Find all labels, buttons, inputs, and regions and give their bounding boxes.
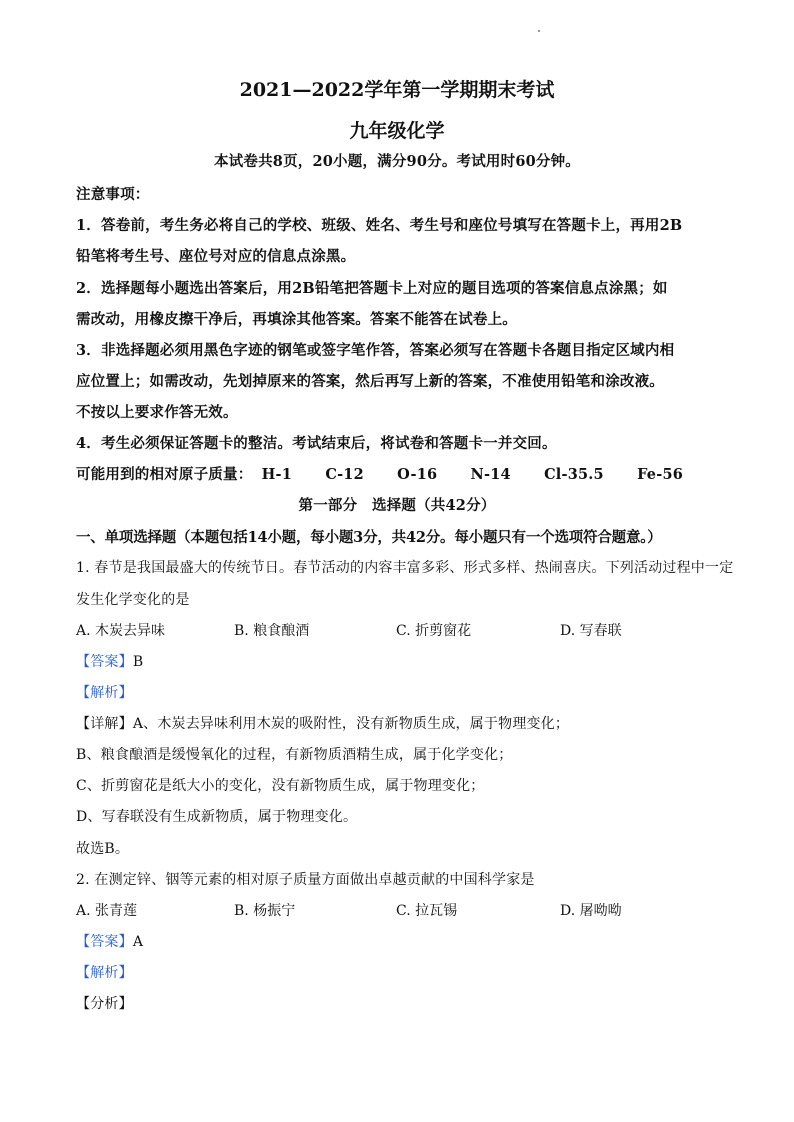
atomic-mass-item: O-16 [397,466,438,483]
exam-title: 2021—2022学年第一学期期末考试 [239,79,555,101]
part-title: 第一部分 选择题（共42分） [298,497,496,514]
exam-info: 本试卷共8页，20小题，满分90分。考试用时60分钟。 [213,153,581,170]
atomic-mass-item: Fe-56 [637,466,684,483]
q1-answer [76,651,754,671]
answer-tag: 【答案】 [76,934,133,950]
q1-analysis-tag: 【解析】 [76,685,133,701]
q1-option-d: D. 写春联 [560,623,622,639]
q1-option-b: B. 粮食酿酒 [234,623,310,639]
note-3-line-1: 3．非选择题必须用黑色字迹的钢笔或签字笔作答，答案必须写在答题卡各题目指定区域内相 [76,342,675,359]
answer-tag: 【答案】 [76,654,133,670]
scan-speck [538,30,540,32]
atomic-masses-label: 可能用到的相对原子质量： [76,466,253,483]
q2-option-d: D. 屠呦呦 [560,903,622,919]
answer-value: B [132,654,144,670]
q1-stem-line-2: 发生化学变化的是 [76,592,190,608]
q2-stem: 2. 在测定锌、铟等元素的相对原子质量方面做出卓越贡献的中国科学家是 [76,872,535,888]
q2-analysis2-tag: 【分析】 [76,996,133,1012]
note-3-line-3: 不按以上要求作答无效。 [76,404,238,421]
q1-stem-line-1: 1. 春节是我国最盛大的传统节日。春节活动的内容丰富多彩、形式多样、热闹喜庆。下列活动过程中一定 [76,560,734,576]
q1-detail-c: C、折剪窗花是纸大小的变化，没有新物质生成，属于物理变化； [76,778,485,794]
q2-option-c: C. 拉瓦锡 [396,903,458,919]
detail-text: A、木炭去异味利用木炭的吸附性，没有新物质生成，属于物理变化； [132,716,570,732]
q2-answer [76,931,754,951]
note-1-line-2: 铅笔将考生号、座位号对应的信息点涂黑。 [76,248,356,265]
q2-option-a: A. 张青莲 [76,903,138,919]
q1-detail-b: B、粮食酿酒是缓慢氧化的过程，有新物质酒精生成，属于化学变化； [76,747,513,763]
exam-subject: 九年级化学 [349,120,445,142]
atomic-masses [76,463,754,484]
q1-conclusion: 故选B。 [76,841,130,857]
atomic-mass-item: N-14 [470,466,511,483]
detail-tag: 【详解】 [76,716,133,732]
section-heading: 一、单项选择题（本题包括14小题，每小题3分，共42分。每小题只有一个选项符合题意。） [76,529,662,546]
q2-option-b: B. 杨振宁 [234,903,296,919]
atomic-mass-item: C-12 [325,466,364,483]
q1-detail-a [76,713,754,733]
atomic-mass-item: Cl-35.5 [544,466,604,483]
note-4: 4．考生必须保证答题卡的整洁。考试结束后，将试卷和答题卡一并交回。 [76,435,557,452]
q1-detail-d: D、写春联没有生成新物质，属于物理变化。 [76,809,358,825]
atomic-mass-item: H-1 [261,466,293,483]
note-2-line-1: 2．选择题每小题选出答案后，用2B铅笔把答题卡上对应的题目选项的答案信息点涂黑；如 [76,280,668,297]
answer-value: A [132,934,144,950]
q2-analysis-tag: 【解析】 [76,965,133,981]
q1-option-a: A. 木炭去异味 [76,623,166,639]
note-1-line-1: 1．答卷前，考生务必将自己的学校、班级、姓名、考生号和座位号填写在答题卡上，再用2B [76,217,683,234]
q1-option-c: C. 折剪窗花 [396,623,472,639]
note-3-line-2: 应位置上；如需改动，先划掉原来的答案，然后再写上新的答案，不准使用铅笔和涂改液。 [76,373,664,390]
note-2-line-2: 需改动，用橡皮擦干净后，再填涂其他答案。答案不能答在试卷上。 [76,311,517,328]
notes-heading: 注意事项： [76,186,150,203]
